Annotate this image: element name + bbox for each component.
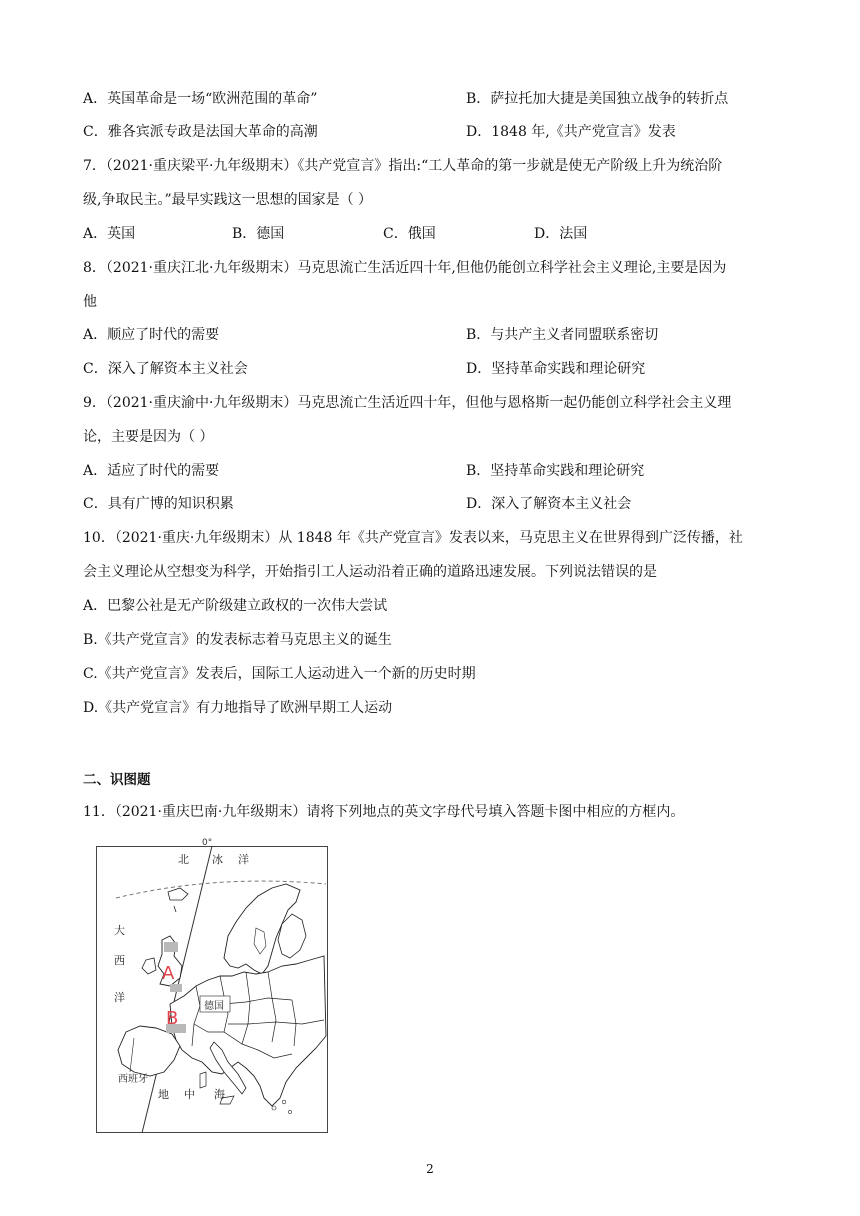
q8-stem-line-1: 8．（2021·重庆江北·九年级期末）马克思流亡生活近四十年,但他仍能创立科学社会主义理论,主要是因为 bbox=[83, 260, 727, 276]
q10-option-d: D.《共产党宣言》有力地指导了欧洲早期工人运动 bbox=[83, 700, 393, 716]
q6-option-row-2 bbox=[83, 122, 676, 142]
map-label-germany: 德国 bbox=[204, 1001, 224, 1012]
section-heading: 二、识图题 bbox=[83, 772, 151, 788]
map-label-hai: 海 bbox=[214, 1088, 225, 1101]
q7-option-a: A．英国 bbox=[83, 226, 136, 242]
q6-option-c: C．雅各宾派专政是法国大革命的高潮 bbox=[83, 124, 318, 140]
q10-option-b: B.《共产党宣言》的发表标志着马克思主义的诞生 bbox=[83, 632, 392, 648]
map-label-yang-arctic: 洋 bbox=[238, 853, 249, 866]
meridian-label: 0° bbox=[202, 838, 213, 848]
map-label-spain: 西班牙 bbox=[118, 1074, 148, 1085]
q10-stem-line-1: 10．（2021·重庆·九年级期末）从 1848 年《共产党宣言》发表以来，马克思主义在世界得到广泛传播，社 bbox=[83, 530, 743, 546]
q8-option-c: C．深入了解资本主义社会 bbox=[83, 361, 248, 377]
q8-option-row-2 bbox=[83, 359, 646, 379]
q7-stem-line-2: 级,争取民主。”最早实践这一思想的国家是（ ） bbox=[83, 192, 373, 208]
q6-option-row-1 bbox=[83, 89, 729, 109]
q10-stem-line-2: 会主义理论从空想变为科学，开始指引工人运动沿着正确的道路迅速发展。下列说法错误的是 bbox=[83, 564, 657, 580]
europe-map bbox=[96, 836, 328, 1133]
q6-option-a: A．英国革命是一场“欧洲范围的革命” bbox=[83, 91, 318, 107]
q8-option-b: B．与共产主义者同盟联系密切 bbox=[466, 327, 659, 343]
q6-option-b: B．萨拉托加大捷是美国独立战争的转折点 bbox=[466, 91, 729, 107]
q8-option-row-1 bbox=[83, 325, 659, 345]
q8-stem-line-2: 他 bbox=[83, 294, 97, 310]
q7-option-c: C．俄国 bbox=[383, 226, 436, 242]
q9-option-d: D．深入了解资本主义社会 bbox=[466, 496, 632, 512]
q7-stem-line-1: 7．（2021·重庆梁平·九年级期末）《共产党宣言》指出:“工人革命的第一步就是使无产阶级上升为统治阶 bbox=[83, 158, 723, 174]
q11-stem: 11．（2021·重庆巴南·九年级期末）请将下列地点的英文字母代号填入答题卡图中相应的方框内。 bbox=[83, 804, 685, 820]
q8-option-d: D．坚持革命实践和理论研究 bbox=[466, 361, 646, 377]
q7-option-b: B．德国 bbox=[232, 226, 285, 242]
q9-option-row-1 bbox=[83, 461, 645, 481]
q9-stem-line-1: 9．（2021·重庆渝中·九年级期末）马克思流亡生活近四十年，但他与恩格斯一起仍能创立科学社会主义理 bbox=[83, 395, 732, 411]
q9-option-b: B．坚持革命实践和理论研究 bbox=[466, 463, 645, 479]
map-label-da: 大 bbox=[114, 924, 125, 937]
map-marker-a: A bbox=[162, 963, 175, 984]
q9-option-c: C．具有广博的知识积累 bbox=[83, 496, 234, 512]
map-label-di: 地 bbox=[158, 1088, 169, 1101]
q7-options bbox=[83, 224, 588, 244]
q9-stem-line-2: 论，主要是因为（ ） bbox=[83, 429, 214, 445]
page-number: 2 bbox=[426, 1162, 434, 1176]
q9-option-a: A．适应了时代的需要 bbox=[83, 463, 220, 479]
map-label-yang-atlantic: 洋 bbox=[114, 991, 125, 1004]
q10-option-a: A．巴黎公社是无产阶级建立政权的一次伟大尝试 bbox=[83, 598, 388, 614]
map-marker-b: B bbox=[166, 1008, 179, 1029]
q9-option-row-2 bbox=[83, 494, 632, 514]
q7-option-d: D．法国 bbox=[534, 226, 588, 242]
q10-option-c: C.《共产党宣言》发表后，国际工人运动进入一个新的历史时期 bbox=[83, 666, 476, 682]
map-label-xi: 西 bbox=[114, 954, 125, 967]
map-label-bing: 冰 bbox=[212, 853, 223, 866]
map-label-zhong: 中 bbox=[184, 1088, 195, 1101]
q6-option-d: D．1848 年,《共产党宣言》发表 bbox=[466, 124, 676, 140]
map-label-north: 北 bbox=[178, 853, 189, 866]
q8-option-a: A．顺应了时代的需要 bbox=[83, 327, 220, 343]
